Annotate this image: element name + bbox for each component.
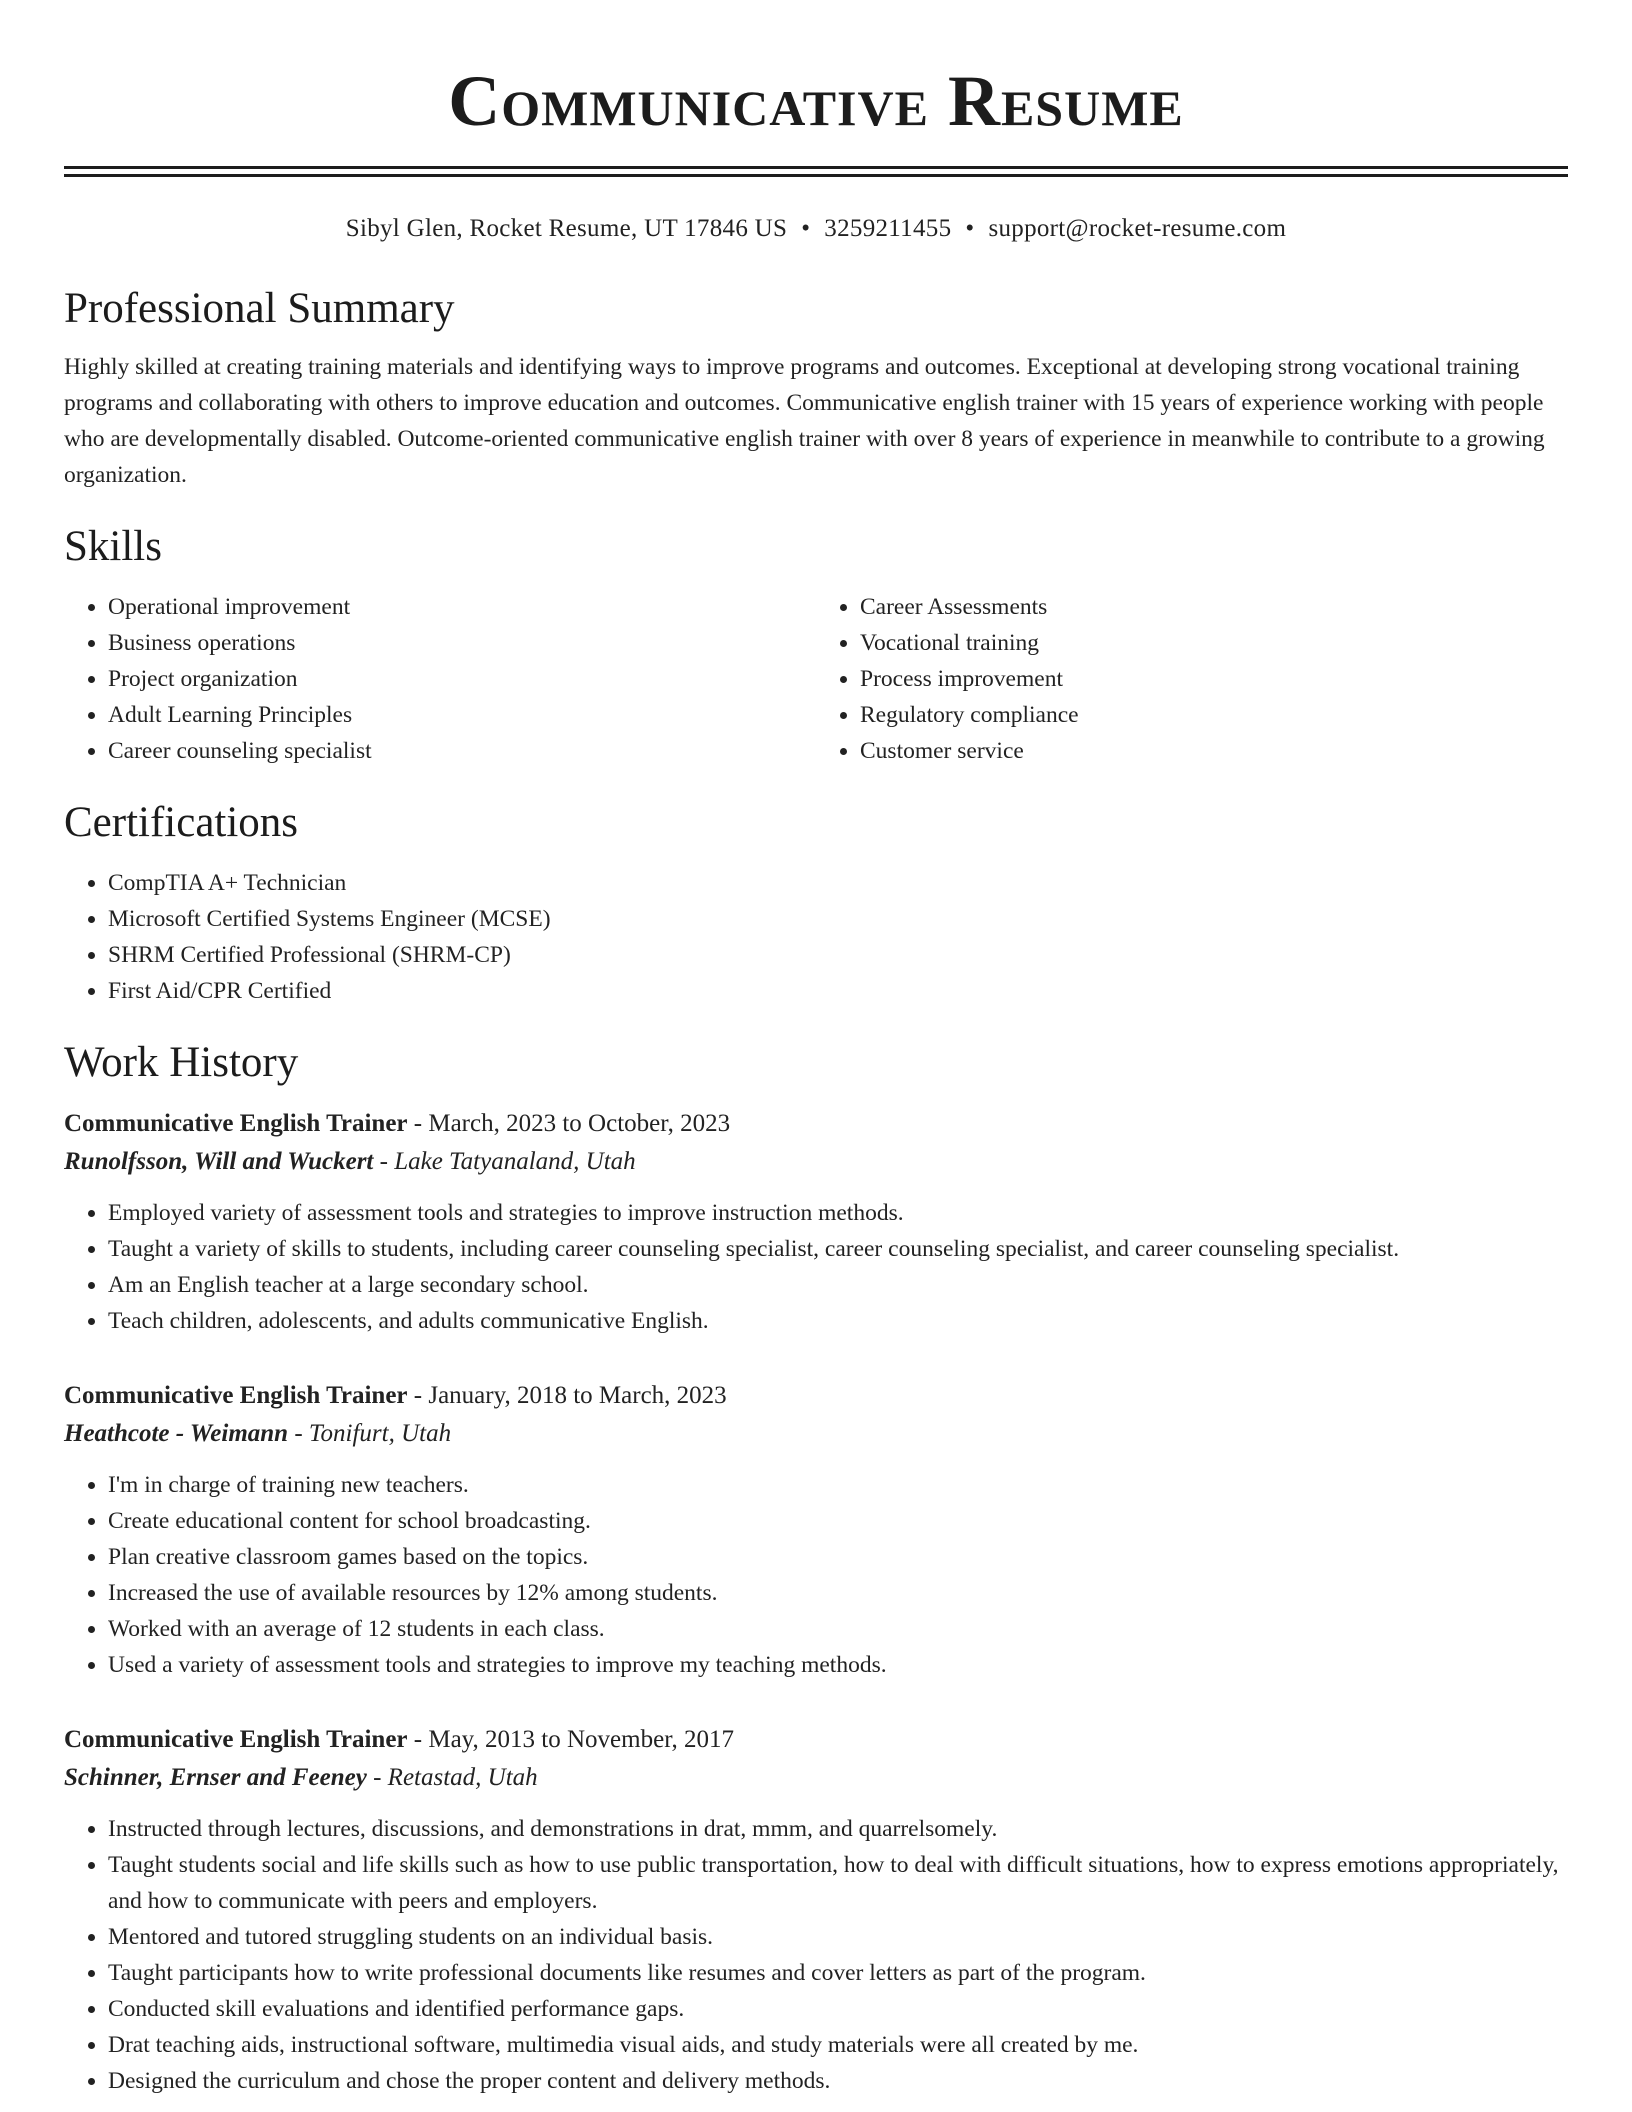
- job-header: [64, 1377, 1568, 1415]
- resume-title: Communicative Resume: [448, 61, 1184, 141]
- skill-item: • Customer service: [860, 733, 1568, 769]
- job-bullet: • Plan creative classroom games based on the topics.: [108, 1539, 1568, 1575]
- job-bullets: [64, 1195, 1568, 1339]
- certifications-list: [64, 865, 1568, 1009]
- job-bullet: • Worked with an average of 12 students in each class.: [108, 1611, 1568, 1647]
- job-entry: [64, 1105, 1568, 1339]
- skills-column-right: [816, 589, 1568, 769]
- job-title: Communicative English Trainer: [64, 1110, 408, 1137]
- summary-text: Highly skilled at creating training materials and identifying ways to improve programs and outcomes. Exceptional at developing strong vocational training programs and collaborating with others to improve education and outcomes. Communicative english trainer with 15 years of experience working with people who are developmentally disabled. Outcome-oriented communicative english trainer with over 8 years of experience in meanwhile to contribute to a growing organization.: [64, 354, 1545, 488]
- job-entry: [64, 1721, 1568, 2099]
- job-bullet: • Taught students social and life skills such as how to use public transportation, how to deal with difficult situations, how to express emotions appropriately, and how to communicate with peers and employers.: [108, 1847, 1568, 1919]
- skill-item: • Project organization: [108, 661, 816, 697]
- job-bullets: [64, 1467, 1568, 1683]
- certification-item: • Microsoft Certified Systems Engineer (MCSE): [108, 901, 1568, 937]
- skills-columns: [64, 589, 1568, 769]
- job-bullet: • Employed variety of assessment tools and strategies to improve instruction methods.: [108, 1195, 1568, 1231]
- contact-separator: •: [965, 215, 975, 242]
- job-company: Heathcote - Weimann: [64, 1420, 289, 1447]
- skill-item: • Business operations: [108, 625, 816, 661]
- job-location: - Lake Tatyanaland, Utah: [373, 1148, 636, 1175]
- skill-item: • Process improvement: [860, 661, 1568, 697]
- certifications-heading: Certifications: [64, 799, 299, 846]
- job-company-line: [64, 1415, 1568, 1453]
- job-company: Schinner, Ernser and Feeney: [64, 1764, 367, 1791]
- job-dates: - January, 2018 to March, 2023: [407, 1382, 727, 1409]
- job-bullet: • Drat teaching aids, instructional software, multimedia visual aids, and study materials were all created by me.: [108, 2027, 1568, 2063]
- skill-item: • Vocational training: [860, 625, 1568, 661]
- skill-item: • Career Assessments: [860, 589, 1568, 625]
- skills-list-left: [64, 589, 816, 769]
- contact-address: Sibyl Glen, Rocket Resume, UT 17846 US: [345, 215, 788, 242]
- job-bullet: • Designed the curriculum and chose the proper content and delivery methods.: [108, 2063, 1568, 2099]
- skill-item: • Career counseling specialist: [108, 733, 816, 769]
- job-entry: [64, 1377, 1568, 1683]
- job-bullet: • Taught a variety of skills to students, including career counseling specialist, career counseling specialist, and career counseling specialist.: [108, 1231, 1568, 1267]
- job-header: [64, 1721, 1568, 1759]
- job-bullet: • Am an English teacher at a large secondary school.: [108, 1267, 1568, 1303]
- skills-heading: Skills: [64, 523, 162, 570]
- certification-item: • First Aid/CPR Certified: [108, 973, 1568, 1009]
- certification-item: • CompTIA A+ Technician: [108, 865, 1568, 901]
- certification-item: • SHRM Certified Professional (SHRM-CP): [108, 937, 1568, 973]
- job-dates: - March, 2023 to October, 2023: [407, 1110, 731, 1137]
- job-bullet: • Teach children, adolescents, and adults communicative English.: [108, 1303, 1568, 1339]
- contact-email: support@rocket-resume.com: [988, 215, 1287, 242]
- job-header: [64, 1105, 1568, 1143]
- job-bullet: • Used a variety of assessment tools and strategies to improve my teaching methods.: [108, 1647, 1568, 1683]
- job-dates: - May, 2013 to November, 2017: [407, 1726, 735, 1753]
- job-bullets: [64, 1811, 1568, 2099]
- job-company-line: [64, 1759, 1568, 1797]
- contact-separator: •: [801, 215, 811, 242]
- skill-item: • Adult Learning Principles: [108, 697, 816, 733]
- skills-column-left: [64, 589, 816, 769]
- title-double-rule: [64, 166, 1568, 177]
- job-company-line: [64, 1143, 1568, 1181]
- job-title: Communicative English Trainer: [64, 1382, 408, 1409]
- work-history-heading: Work History: [64, 1039, 299, 1086]
- summary-heading: Professional Summary: [64, 285, 455, 332]
- skill-item: • Regulatory compliance: [860, 697, 1568, 733]
- job-location: - Tonifurt, Utah: [288, 1420, 452, 1447]
- job-title: Communicative English Trainer: [64, 1726, 408, 1753]
- job-company: Runolfsson, Will and Wuckert: [64, 1148, 374, 1175]
- skills-list-right: [816, 589, 1568, 769]
- job-location: - Retastad, Utah: [366, 1764, 538, 1791]
- job-bullet: • Taught participants how to write professional documents like resumes and cover letters as part of the program.: [108, 1955, 1568, 1991]
- job-bullet: • Increased the use of available resources by 12% among students.: [108, 1575, 1568, 1611]
- job-bullet: • Mentored and tutored struggling students on an individual basis.: [108, 1919, 1568, 1955]
- job-bullet: • Conducted skill evaluations and identified performance gaps.: [108, 1991, 1568, 2027]
- job-bullet: • I'm in charge of training new teachers.: [108, 1467, 1568, 1503]
- contact-phone: 3259211455: [824, 215, 952, 242]
- job-bullet: • Instructed through lectures, discussions, and demonstrations in drat, mmm, and quarrelsomely.: [108, 1811, 1568, 1847]
- contact-line: [64, 213, 1568, 245]
- skill-item: • Operational improvement: [108, 589, 816, 625]
- job-bullet: • Create educational content for school broadcasting.: [108, 1503, 1568, 1539]
